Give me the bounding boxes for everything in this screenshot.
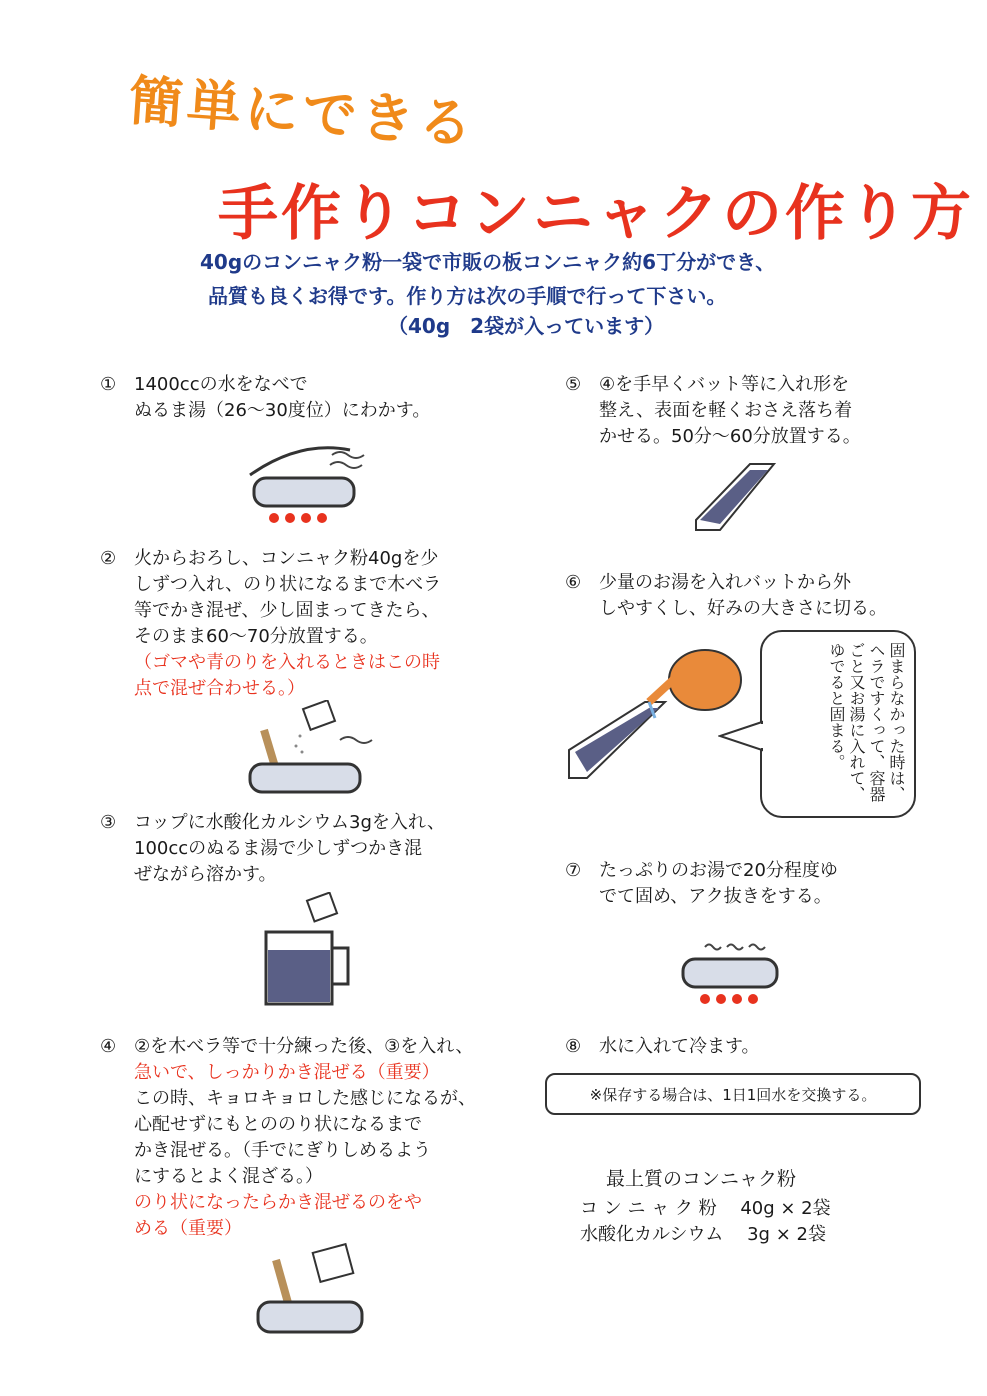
step-text: 火からおろし、コンニャク粉40gを少 bbox=[134, 548, 439, 569]
tip-bubble bbox=[760, 630, 916, 818]
step-text: 少量のお湯を入れバットから外 bbox=[599, 572, 851, 593]
bubble-tail bbox=[718, 718, 764, 754]
step-text: ④を手早くバット等に入れ形を bbox=[599, 374, 850, 395]
spec-row: コ ン ニ ャ ク 粉 40g × 2袋 bbox=[580, 1198, 831, 1219]
step-8 bbox=[565, 1034, 925, 1060]
step-text: 水に入れて冷ます。 bbox=[599, 1036, 760, 1057]
step-text: この時、キョロキョロした感じになるが、 bbox=[134, 1088, 476, 1109]
step-text: そのまま60～70分放置する。 bbox=[134, 626, 378, 647]
step-text: 100ccのぬるま湯で少しずつかき混 bbox=[134, 838, 423, 859]
step-number: ④ bbox=[100, 1036, 117, 1057]
step-text: 心配せずにもとののり状になるまで bbox=[134, 1114, 422, 1135]
tray-icon bbox=[690, 460, 780, 540]
step-number: ② bbox=[100, 548, 117, 569]
step-text: コップに水酸化カルシウム3gを入れ、 bbox=[134, 812, 445, 833]
step-note: 点で混ぜ合わせる。） bbox=[134, 678, 305, 699]
step-3 bbox=[100, 810, 520, 888]
page-title: 手作りコンニャクの作り方 bbox=[218, 179, 974, 249]
step-2 bbox=[100, 546, 520, 702]
step-important: 急いで、しっかりかき混ぜる（重要） bbox=[134, 1062, 440, 1083]
pot-pour-icon bbox=[250, 1240, 370, 1340]
step-important: める（重要） bbox=[134, 1218, 242, 1239]
cup-powder-icon bbox=[258, 892, 368, 1010]
intro-line2: 品質も良くお得です。作り方は次の手順で行って下さい。 bbox=[208, 284, 727, 308]
step-4 bbox=[100, 1034, 530, 1242]
step-text: 整え、表面を軽くおさえ落ち着 bbox=[599, 400, 853, 421]
step-text: にするとよく混ざる。） bbox=[134, 1166, 323, 1187]
step-text: かせる。50分～60分放置する。 bbox=[599, 426, 861, 447]
step-text: かき混ぜる。（手でにぎりしめるよう bbox=[134, 1140, 431, 1161]
spec-title: 最上質のコンニャク粉 bbox=[606, 1168, 797, 1190]
step-number: ⑥ bbox=[565, 572, 582, 593]
step-6 bbox=[565, 570, 925, 622]
pot-boil-icon bbox=[675, 925, 785, 1010]
step-number: ① bbox=[100, 374, 117, 395]
pot-powder-icon bbox=[240, 700, 380, 800]
step-number: ⑤ bbox=[565, 374, 582, 395]
tip-text: 固まらなかった時は、ヘラですくって、容器ごと又お湯に入れて、ゆでると固まる。 bbox=[827, 642, 906, 802]
step-text: たっぷりのお湯で20分程度ゆ bbox=[599, 860, 838, 881]
step-5 bbox=[565, 372, 925, 450]
pot-steam-icon bbox=[240, 430, 380, 530]
step-1 bbox=[100, 372, 500, 424]
step-number: ③ bbox=[100, 812, 117, 833]
step-text: でて固め、アク抜きをする。 bbox=[599, 886, 832, 907]
step-important: のり状になったらかき混ぜるのをや bbox=[134, 1192, 422, 1213]
title-line1: 簡単にできる bbox=[126, 68, 479, 157]
step-number: ⑧ bbox=[565, 1036, 582, 1057]
step-number: ⑦ bbox=[565, 860, 582, 881]
spec-row: 水酸化カルシウム 3g × 2袋 bbox=[580, 1224, 826, 1245]
step-7 bbox=[565, 858, 925, 910]
kettle-tray-icon bbox=[565, 640, 745, 785]
step-text: ②を木べラ等で十分練った後、③を入れ、 bbox=[134, 1036, 474, 1057]
step-text: 1400ccの水をなべで bbox=[134, 374, 308, 395]
step-text: ぬるま湯（26～30度位）にわかす。 bbox=[134, 400, 431, 421]
step-text: 等でかき混ぜ、少し固まってきたら、 bbox=[134, 600, 440, 621]
intro-line3: （40g 2袋が入っています） bbox=[388, 314, 665, 338]
step-text: しやすくし、好みの大きさに切る。 bbox=[599, 598, 887, 619]
step-text: しずつ入れ、のり状になるまで木べラ bbox=[134, 574, 442, 595]
step-note: （ゴマや青のりを入れるときはこの時 bbox=[134, 652, 440, 673]
intro-line1: 40gのコンニャク粉一袋で市販の板コンニャク約6丁分ができ、 bbox=[200, 250, 776, 274]
storage-note: ※保存する場合は、1日1回水を交換する。 bbox=[545, 1073, 921, 1115]
step-text: ぜながら溶かす。 bbox=[134, 864, 277, 885]
